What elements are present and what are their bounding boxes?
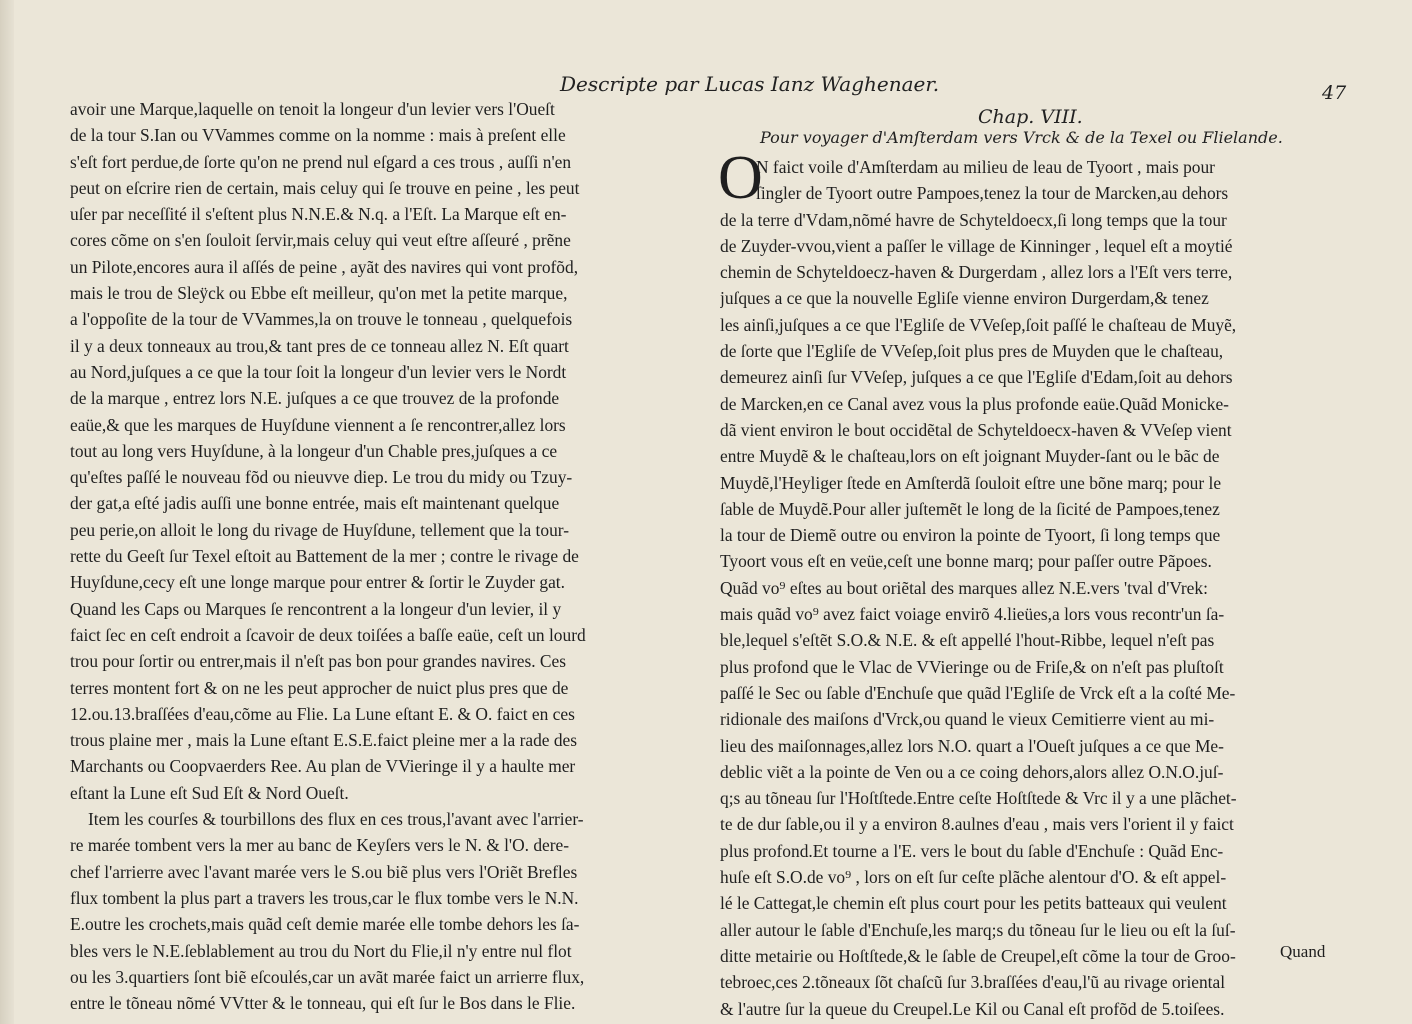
text-line: rette du Geeſt ſur Texel eſtoit au Battement de la mer ; contre le rivage de: [70, 546, 579, 567]
text-line: de Marcken,en ce Canal avez vous la plus profonde eaüe.Quãd Monicke-: [720, 393, 1229, 414]
text-line: peut on eſcrire rien de certain, mais celuy qui ſe trouve en peine , les peut: [70, 177, 580, 198]
text-line: de la marque , entrez lors N.E. juſques a ce que trouvez de la profonde: [70, 388, 560, 409]
text-line: Quand les Caps ou Marques ſe rencontrent a la longeur d'un levier, il y: [70, 598, 562, 619]
text-line: il y a deux tonneaux au trou,& tant pres de ce tonneau allez N. Eſt quart: [70, 335, 569, 356]
text-line: mais quãd vo⁹ avez faict voiage envirõ 4.lieües,a lors vous recontr'un ſa-: [720, 604, 1225, 625]
text-line: un Pilote,encores aura il aſſés de peine , ayãt des navires qui vont profõd,: [70, 256, 579, 277]
text-line: de Zuyder-vvou,vient a paſſer le village de Kinninger , lequel eſt a moytié: [720, 235, 1233, 256]
text-line: ridionale des maiſons d'Vrck,ou quand le vieux Cemitierre vient au mi-: [720, 709, 1215, 730]
text-line: flux tombent la plus part a travers les trous,car le flux tombe vers le N.N.: [70, 887, 579, 908]
text-line: ble,lequel s'eſtẽt S.O.& N.E. & eſt appellé l'hout-Ribbe, lequel n'eſt pas: [720, 630, 1215, 651]
text-line: & l'autre ſur la queue du Creupel.Le Kil ou Canal eſt profõd de 5.toiſees.: [720, 998, 1225, 1019]
text-line: peu perie,on alloit le long du rivage de Huyſdune, tellement que la tour-: [70, 519, 569, 540]
text-line: lé le Cattegat,le chemin eſt plus court pour les petits batteaux qui veulent: [720, 893, 1227, 914]
text-line: trou pour ſortir ou entrer,mais il n'eſt pas bon pour grandes navires. Ces: [70, 651, 567, 672]
text-line: de la terre d'Vdam,nõmé havre de Schyteldoecx,ſi long temps que la tour: [720, 209, 1227, 230]
text-line: Muydẽ,l'Heyliger ſtede en Amſterdã ſouloit eſtre une bõne marq; pour le: [720, 472, 1222, 493]
text-line: uſer par neceſſité il s'eſtent plus N.N.E.& N.q. a l'Eſt. La Marque eſt en-: [70, 204, 567, 225]
text-line: E.outre les crochets,mais quãd ceſt demie marée elle tombe dehors les ſa-: [70, 914, 580, 935]
text-line: huſe eſt S.O.de vo⁹ , lors on eſt ſur ceſte plãche alentour d'O. & eſt appel-: [720, 867, 1227, 888]
drop-cap: O: [718, 144, 763, 212]
text-line: deblic viẽt a la pointe de Ven ou a ce coing dehors,alors allez O.N.O.juſ-: [720, 761, 1224, 782]
running-title: Descripte par Lucas Ianz Waghenaer.: [560, 72, 940, 96]
text-line: trous plaine mer , mais la Lune eſtant E.S.E.faict pleine mer a la rade des: [70, 730, 578, 751]
text-line: q;s au tõneau ſur l'Hoſtſtede.Entre ceſte Hoſtſtede & Vrc il y a une plãchet-: [720, 788, 1237, 809]
text-line: bles vers le N.E.ſeblablement au trou du Nort du Flie,il n'y entre nul flot: [70, 940, 572, 961]
text-line: ſingler de Tyoort outre Pampoes,tenez la tour de Marcken,au dehors: [756, 183, 1229, 204]
catchword: Quand: [1280, 942, 1326, 961]
text-line: qu'eſtes paſſé le nouveau fõd ou nieuvve diep. Le trou du midy ou Tzuy-: [70, 467, 573, 488]
text-line: ou les 3.quartiers ſont biẽ eſcoulés,car un avãt marée faict un arrierre flux,: [70, 966, 585, 987]
right-column: [720, 154, 1324, 1022]
text-line: 12.ou.13.braſſées d'eau,cõme au Flie. La Lune eſtant E. & O. faict en ces: [70, 703, 575, 724]
binding-gutter: [0, 0, 14, 1024]
text-line: s'eſt fort perdue,de ſorte qu'on ne prend nul eſgard a ces trous , auſſi n'en: [70, 151, 572, 172]
text-line: plus profond.Et tourne a l'E. vers le bout du ſable d'Enchuſe : Quãd Enc-: [720, 840, 1224, 861]
text-line: demeurez ainſi ſur VVeſep, juſques a ce que l'Egliſe d'Edam,ſoit au dehors: [720, 367, 1233, 388]
text-line: tout au long vers Huyſdune, à la longeur d'un Chable pres,juſques a ce: [70, 440, 558, 461]
text-line: re marée tombent vers la mer au banc de Keyſers vers le N. & l'O. dere-: [70, 835, 570, 856]
text-line: la tour de Diemẽ outre ou environ la pointe de Tyoort, ſi long temps que: [720, 525, 1221, 546]
text-line: avoir une Marque,laquelle on tenoit la longeur d'un levier vers l'Oueſt: [70, 99, 555, 119]
text-line: Marchants ou Coopvaerders Ree. Au plan de VVieringe il y a haulte mer: [70, 756, 576, 777]
text-line: les ainſi,juſques a ce que l'Egliſe de VVeſep,ſoit paſſé le chaſteau de Muyẽ,: [720, 314, 1237, 335]
text-line: Quãd vo⁹ eſtes au bout oriẽtal des marques allez N.E.vers 'tval d'Vrek:: [720, 577, 1208, 598]
text-line: N faict voile d'Amſterdam au milieu de leau de Tyoort , mais pour: [756, 157, 1215, 177]
chapter-subtitle: Pour voyager d'Amſterdam vers Vrck & de la Texel ou Flielande.: [760, 128, 1283, 147]
text-line: aller autour le ſable d'Enchuſe,les marq;s du tõneau ſur le lieu ou eſt la ſuſ-: [720, 919, 1236, 940]
text-line: au Nord,juſques a ce que la tour ſoit la longeur d'un levier vers le Nordt: [70, 361, 567, 382]
text-line: juſques a ce que la nouvelle Egliſe vienne environ Durgerdam,& tenez: [720, 288, 1209, 309]
text-line: Item les courſes & tourbillons des flux en ces trous,l'avant avec l'arrier-: [88, 809, 584, 830]
text-line: chemin de Schyteldoecz-haven & Durgerdam , allez lors a l'Eſt vers terre,: [720, 262, 1233, 283]
page-number: 47: [1322, 82, 1347, 104]
text-line: ſable de Muydẽ.Pour aller juſtemẽt le long de la ſicité de Pampoes,tenez: [720, 498, 1220, 519]
text-line: mais le trou de Sleÿck ou Ebbe eſt meilleur, qu'on met la petite marque,: [70, 283, 568, 304]
text-line: entre Muydẽ & le chaſteau,lors on eſt joignant Muyder-ſant ou le bãc de: [720, 446, 1220, 467]
text-line: te de dur ſable,ou il y a environ 8.aulnes d'eau , mais vers l'orient il y faict: [720, 814, 1234, 835]
text-line: faict ſec en ceſt endroit a ſcavoir de deux toiſées a baſſe eaüe, ceſt un lourd: [70, 624, 586, 645]
text-line: chef l'arrierre avec l'avant marée vers le S.ou biẽ plus vers l'Oriẽt Brefles: [70, 861, 578, 882]
text-line: entre le tõneau nõmé VVtter & le tonneau, qui eſt ſur le Bos dans le Flie.: [70, 993, 576, 1014]
left-column: [70, 96, 698, 1016]
text-line: cores cõme on s'en ſouloit ſervir,mais celuy qui veut eſtre aſſeuré , prẽne: [70, 230, 571, 251]
text-line: ditte metairie ou Hoſtſtede,& le ſable de Creupel,eſt cõme la tour de Groo-: [720, 945, 1236, 966]
text-line: paſſé le Sec ou ſable d'Enchuſe que quãd l'Egliſe de Vrck eſt a la coſté Me-: [720, 682, 1236, 703]
text-line: a l'oppoſite de la tour de VVammes,la on trouve le tonneau , quelquefois: [70, 309, 573, 330]
chapter-heading: Chap. VIII.: [978, 106, 1083, 128]
text-line: Huyſdune,cecy eſt une longe marque pour entrer & ſortir le Zuyder gat.: [70, 572, 565, 593]
text-line: eaüe,& que les marques de Huyſdune viennent a ſe rencontrer,allez lors: [70, 414, 566, 435]
text-line: dã vient environ le bout occidẽtal de Schyteldoecx-haven & VVeſep vient: [720, 419, 1232, 440]
text-line: lieu des maiſonnages,allez lors N.O. quart a l'Oueſt juſques a ce que Me-: [720, 735, 1224, 756]
text-line: der gat,a eſté jadis auſſi une bonne entrée, mais eſt maintenant quelque: [70, 493, 560, 514]
text-line: tebroec,ces 2.tõneaux ſõt chaſcũ ſur 3.braſſées d'eau,l'ũ au rivage oriental: [720, 972, 1226, 993]
text-line: plus profond que le Vlac de VVieringe ou de Friſe,& on n'eſt pas pluſtoſt: [720, 656, 1224, 677]
text-line: de la tour S.Ian ou VVammes comme on la nomme : mais à preſent elle: [70, 125, 566, 146]
text-line: de ſorte que l'Egliſe de VVeſep,ſoit plus pres de Muyden que le chaſteau,: [720, 341, 1224, 362]
text-line: terres montent fort & on ne les peut approcher de nuict plus pres que de: [70, 677, 569, 698]
text-line: Tyoort vous eſt en veüe,ceſt une bonne marq; pour paſſer outre Pãpoes.: [720, 551, 1212, 572]
text-line: eſtant la Lune eſt Sud Eſt & Nord Oueſt.: [70, 782, 349, 803]
